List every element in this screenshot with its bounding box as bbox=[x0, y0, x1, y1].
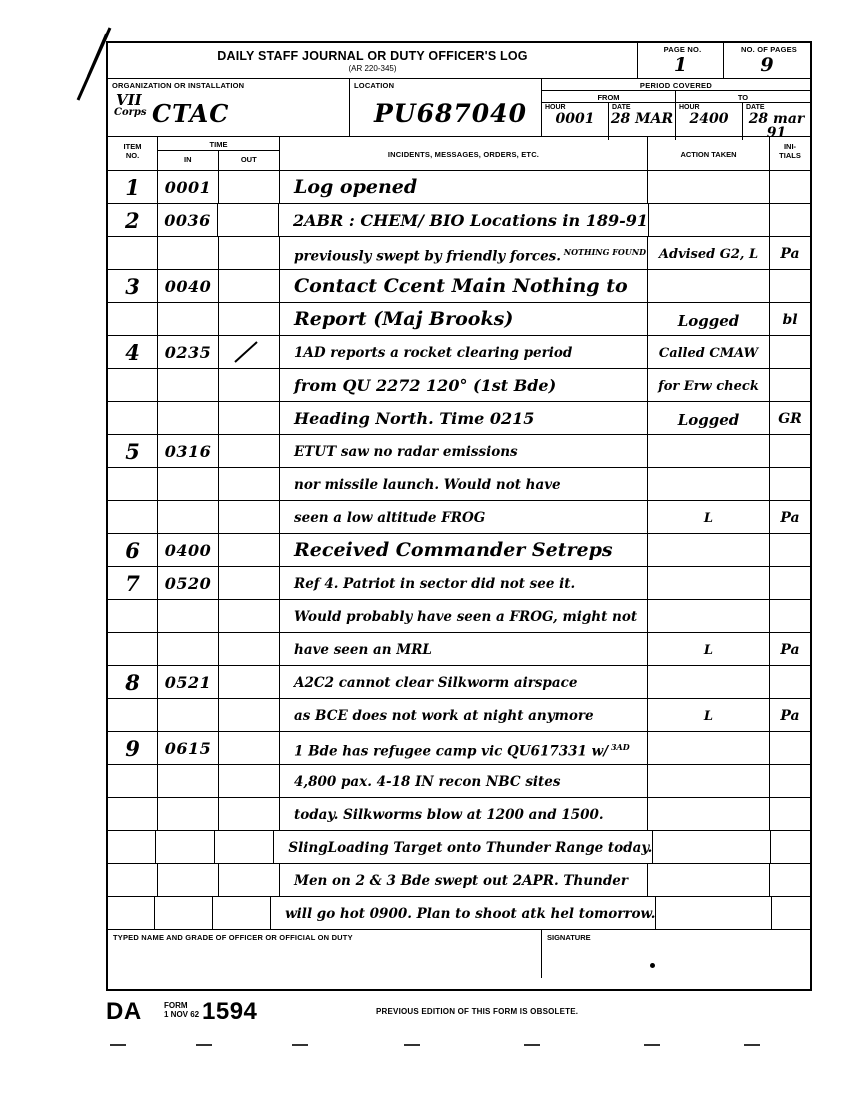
incident-line: Heading North. Time 0215 bbox=[294, 409, 535, 428]
signature-cell[interactable] bbox=[542, 930, 810, 978]
cell-action-taken bbox=[648, 171, 770, 203]
cell-time-in bbox=[158, 666, 219, 698]
action-taken-value: Called CMAW bbox=[658, 346, 759, 361]
column-initials-line1: INI- bbox=[783, 142, 797, 151]
form-title-row bbox=[108, 43, 810, 79]
cell-initials bbox=[770, 204, 810, 236]
cell-time-in bbox=[156, 831, 215, 863]
cell-action-taken bbox=[648, 468, 770, 500]
cell-time-in bbox=[158, 402, 219, 434]
cell-time-out bbox=[219, 303, 280, 335]
action-taken-value: for Erw check bbox=[658, 379, 759, 394]
from-date-cell bbox=[609, 103, 676, 140]
to-date-label: DATE bbox=[746, 104, 765, 111]
item-no-value: 3 bbox=[125, 274, 140, 299]
cell-item-no bbox=[108, 600, 158, 632]
item-no-value: 4 bbox=[125, 340, 140, 365]
cell-action-taken bbox=[648, 270, 770, 302]
cell-time-in bbox=[158, 600, 219, 632]
table-row bbox=[108, 303, 810, 336]
location-cell bbox=[350, 79, 542, 136]
header-info-row bbox=[108, 79, 810, 141]
incident-line: will go hot 0900. Plan to shoot atk hel tomorrow. bbox=[285, 906, 656, 922]
cell-time-in bbox=[158, 567, 219, 599]
cell-time-out bbox=[219, 699, 280, 731]
cell-time-in bbox=[158, 270, 219, 302]
cell-time-out bbox=[213, 897, 271, 929]
cell-incident-text bbox=[280, 369, 648, 401]
incident-line: A2C2 cannot clear Silkworm airspace bbox=[294, 675, 578, 691]
page-no-label: PAGE NO. bbox=[663, 45, 702, 54]
incident-line: 1 Bde has refugee camp vic QU617331 w/ $^{3AD}$ bbox=[294, 742, 630, 760]
form-identification-line bbox=[106, 998, 812, 1028]
incident-line: seen a low altitude FROG bbox=[294, 510, 486, 526]
incident-line: Ref 4. Patriot in sector did not see it. bbox=[294, 576, 576, 592]
column-time bbox=[158, 137, 280, 170]
incident-line: Men on 2 & 3 Bde swept out 2APR. Thunder bbox=[294, 873, 628, 889]
table-row bbox=[108, 501, 810, 534]
cell-item-no bbox=[108, 567, 158, 599]
cell-item-no bbox=[108, 369, 158, 401]
cell-action-taken bbox=[648, 666, 770, 698]
cell-initials bbox=[770, 303, 810, 335]
incident-line: SlingLoading Target onto Thunder Range today. bbox=[288, 840, 653, 856]
from-date-label: DATE bbox=[612, 104, 631, 111]
slash-mark-icon bbox=[233, 340, 259, 364]
organization-value-line3: CTAC bbox=[152, 99, 230, 128]
item-no-value: 9 bbox=[125, 736, 140, 761]
incident-annotation: NOTHING FOUND bbox=[560, 247, 647, 257]
cell-initials bbox=[770, 402, 810, 434]
cell-item-no bbox=[108, 897, 155, 929]
cell-time-out bbox=[219, 336, 280, 368]
form-footer-row bbox=[108, 930, 810, 978]
cell-time-out bbox=[219, 666, 280, 698]
cell-time-in bbox=[158, 864, 219, 896]
organization-value-line2: Corps bbox=[114, 107, 147, 118]
table-row bbox=[108, 435, 810, 468]
incident-line: Log opened bbox=[294, 176, 418, 198]
cell-time-out bbox=[219, 864, 280, 896]
table-row bbox=[108, 765, 810, 798]
table-row bbox=[108, 831, 810, 864]
typed-name-cell[interactable] bbox=[108, 930, 542, 978]
action-taken-value: L bbox=[703, 511, 714, 526]
cell-item-no bbox=[108, 798, 158, 830]
cell-item-no bbox=[108, 171, 158, 203]
incident-line: Would probably have seen a FROG, might not bbox=[294, 609, 638, 625]
cell-item-no bbox=[108, 204, 158, 236]
cell-action-taken bbox=[648, 633, 770, 665]
action-taken-value: Logged bbox=[677, 411, 740, 429]
incident-line: 2ABR : CHEM/ BIO Locations in 189-91 bbox=[292, 211, 649, 230]
cell-initials bbox=[770, 171, 810, 203]
cell-action-taken bbox=[648, 369, 770, 401]
cell-time-in bbox=[158, 501, 219, 533]
initials-value: Pa bbox=[780, 642, 800, 658]
column-header-row bbox=[108, 137, 810, 171]
item-no-value: 1 bbox=[125, 175, 140, 200]
cell-incident-text bbox=[280, 171, 648, 203]
incident-line: Received Commander Setreps bbox=[294, 539, 613, 561]
cell-incident-text bbox=[280, 501, 648, 533]
item-no-value: 2 bbox=[125, 208, 140, 233]
cell-action-taken bbox=[648, 765, 770, 797]
cell-incident-text bbox=[271, 897, 656, 929]
cell-time-in bbox=[158, 633, 219, 665]
cell-item-no bbox=[108, 468, 158, 500]
form-title: DAILY STAFF JOURNAL OR DUTY OFFICER'S LOG bbox=[217, 48, 528, 63]
cell-incident-text bbox=[280, 765, 648, 797]
cell-time-out bbox=[219, 270, 280, 302]
incident-line: as BCE does not work at night anymore bbox=[294, 708, 594, 724]
cell-item-no bbox=[108, 831, 156, 863]
scan-edge-marks bbox=[104, 1044, 804, 1054]
cell-initials bbox=[770, 369, 810, 401]
cell-time-out bbox=[219, 567, 280, 599]
cell-time-out bbox=[219, 732, 280, 764]
incident-annotation: 3AD bbox=[608, 742, 630, 752]
action-taken-value: Logged bbox=[677, 312, 740, 330]
cell-time-in bbox=[158, 765, 219, 797]
da-form-1594 bbox=[106, 41, 812, 991]
initials-value: bl bbox=[782, 312, 798, 328]
cell-initials bbox=[770, 435, 810, 467]
cell-initials bbox=[770, 765, 810, 797]
cell-item-no bbox=[108, 336, 158, 368]
action-taken-value: L bbox=[703, 643, 714, 658]
no-of-pages-value: 9 bbox=[760, 54, 774, 76]
to-hour-value: 2400 bbox=[689, 111, 729, 127]
cell-incident-text bbox=[280, 567, 648, 599]
cell-action-taken bbox=[648, 336, 770, 368]
location-value: PU687040 bbox=[374, 99, 527, 128]
item-no-value: 6 bbox=[125, 538, 140, 563]
cell-initials bbox=[770, 732, 810, 764]
cell-item-no bbox=[108, 501, 158, 533]
action-taken-value: Advised G2, L bbox=[658, 247, 759, 262]
cell-time-out bbox=[219, 402, 280, 434]
cell-time-out bbox=[219, 765, 280, 797]
form-number: 1594 bbox=[202, 998, 258, 1025]
table-row bbox=[108, 171, 810, 204]
cell-action-taken bbox=[648, 237, 770, 269]
cell-time-in bbox=[158, 534, 219, 566]
cell-incident-text bbox=[280, 336, 648, 368]
time-in-value: 0316 bbox=[164, 442, 212, 461]
incident-line: Report (Maj Brooks) bbox=[294, 308, 514, 330]
table-row bbox=[108, 666, 810, 699]
cell-initials bbox=[772, 897, 810, 929]
organization-label: ORGANIZATION OR INSTALLATION bbox=[112, 81, 245, 90]
cell-time-out bbox=[219, 237, 280, 269]
table-row bbox=[108, 567, 810, 600]
column-incidents: INCIDENTS, MESSAGES, ORDERS, ETC. bbox=[280, 137, 648, 170]
cell-action-taken bbox=[648, 534, 770, 566]
cell-time-out bbox=[219, 600, 280, 632]
cell-action-taken bbox=[656, 897, 772, 929]
time-in-value: 0520 bbox=[164, 574, 212, 593]
from-label: FROM bbox=[542, 91, 676, 102]
cell-time-in bbox=[158, 699, 219, 731]
cell-initials bbox=[770, 468, 810, 500]
cell-action-taken bbox=[648, 798, 770, 830]
table-row bbox=[108, 633, 810, 666]
cell-action-taken bbox=[648, 402, 770, 434]
typed-name-label: TYPED NAME AND GRADE OF OFFICER OR OFFICIAL ON DUTY bbox=[113, 933, 353, 942]
cell-item-no bbox=[108, 435, 158, 467]
cell-time-in bbox=[158, 336, 219, 368]
to-hour-label: HOUR bbox=[679, 104, 700, 111]
incident-line: have seen an MRL bbox=[294, 642, 432, 658]
period-covered-label: PERIOD COVERED bbox=[542, 79, 810, 91]
cell-initials bbox=[770, 270, 810, 302]
cell-item-no bbox=[108, 666, 158, 698]
item-no-value: 7 bbox=[125, 571, 140, 596]
cell-time-in bbox=[158, 237, 219, 269]
initials-value: Pa bbox=[780, 246, 800, 262]
cell-time-in bbox=[158, 798, 219, 830]
cell-time-in bbox=[158, 171, 219, 203]
cell-incident-text bbox=[280, 270, 648, 302]
table-row bbox=[108, 369, 810, 402]
cell-time-out bbox=[219, 369, 280, 401]
cell-incident-text bbox=[274, 831, 653, 863]
cell-action-taken bbox=[648, 435, 770, 467]
cell-incident-text bbox=[280, 798, 648, 830]
time-in-value: 0040 bbox=[164, 277, 212, 296]
da-label: DA bbox=[106, 998, 142, 1025]
initials-value: Pa bbox=[780, 708, 800, 724]
cell-incident-text bbox=[280, 534, 648, 566]
from-hour-value: 0001 bbox=[555, 111, 595, 127]
initials-value: GR bbox=[778, 411, 802, 427]
cell-time-out bbox=[219, 798, 280, 830]
cell-incident-text bbox=[280, 237, 648, 269]
cell-item-no bbox=[108, 765, 158, 797]
cell-time-in bbox=[158, 732, 219, 764]
cell-action-taken bbox=[648, 699, 770, 731]
period-covered-cell bbox=[542, 79, 810, 141]
cell-time-in bbox=[158, 303, 219, 335]
cell-action-taken bbox=[648, 501, 770, 533]
table-row bbox=[108, 204, 810, 237]
cell-initials bbox=[770, 600, 810, 632]
to-hour-cell bbox=[676, 103, 743, 140]
cell-initials bbox=[770, 336, 810, 368]
cell-incident-text bbox=[280, 468, 648, 500]
cell-initials bbox=[770, 864, 810, 896]
table-row bbox=[108, 402, 810, 435]
cell-time-out bbox=[219, 534, 280, 566]
location-label: LOCATION bbox=[354, 81, 395, 90]
cell-time-out bbox=[219, 468, 280, 500]
column-item-no-line1: ITEM bbox=[123, 142, 142, 151]
cell-action-taken bbox=[648, 864, 770, 896]
cell-action-taken bbox=[648, 567, 770, 599]
cell-incident-text bbox=[280, 303, 648, 335]
cell-time-out bbox=[218, 204, 279, 236]
to-label: TO bbox=[737, 93, 749, 102]
item-no-value: 5 bbox=[125, 439, 140, 464]
table-row bbox=[108, 468, 810, 501]
cell-incident-text bbox=[280, 732, 648, 764]
column-time-in: IN bbox=[158, 151, 219, 170]
cell-time-in bbox=[158, 369, 219, 401]
cell-action-taken bbox=[648, 600, 770, 632]
incident-line: nor missile launch. Would not have bbox=[294, 477, 561, 493]
time-in-value: 0001 bbox=[164, 178, 212, 197]
cell-item-no bbox=[108, 534, 158, 566]
cell-initials bbox=[770, 534, 810, 566]
cell-item-no bbox=[108, 402, 158, 434]
column-time-label: TIME bbox=[158, 137, 279, 151]
cell-incident-text bbox=[280, 699, 648, 731]
cell-time-in bbox=[158, 468, 219, 500]
table-row bbox=[108, 699, 810, 732]
obsolete-note: PREVIOUS EDITION OF THIS FORM IS OBSOLETE. bbox=[376, 1007, 579, 1016]
cell-action-taken bbox=[649, 204, 770, 236]
table-row bbox=[108, 336, 810, 369]
table-row bbox=[108, 600, 810, 633]
form-word-stack bbox=[164, 1001, 199, 1019]
table-row bbox=[108, 270, 810, 303]
column-action-taken: ACTION TAKEN bbox=[648, 137, 770, 170]
to-date-cell bbox=[743, 103, 810, 140]
cell-initials bbox=[770, 666, 810, 698]
column-item-no-line2: NO. bbox=[125, 151, 140, 161]
form-title-cell bbox=[108, 43, 638, 78]
to-date-value: 28 mar 91 bbox=[748, 111, 805, 141]
cell-action-taken bbox=[648, 303, 770, 335]
incident-line: 1AD reports a rocket clearing period bbox=[294, 345, 573, 361]
cell-item-no bbox=[108, 732, 158, 764]
organization-cell bbox=[108, 79, 350, 136]
cell-initials bbox=[770, 567, 810, 599]
column-time-out: OUT bbox=[240, 155, 257, 164]
cell-time-out bbox=[219, 501, 280, 533]
cell-item-no bbox=[108, 237, 158, 269]
column-item-no bbox=[108, 137, 158, 170]
incident-line: Contact Ccent Main Nothing to bbox=[294, 275, 628, 297]
cell-incident-text bbox=[280, 435, 648, 467]
no-of-pages-label: NO. OF PAGES bbox=[740, 45, 798, 54]
cell-initials bbox=[770, 699, 810, 731]
form-word: FORM bbox=[164, 1001, 188, 1010]
cell-time-in bbox=[158, 204, 219, 236]
cell-time-out bbox=[219, 171, 280, 203]
cell-time-out bbox=[215, 831, 274, 863]
organization-value-line1: VII bbox=[116, 91, 142, 109]
initials-value: Pa bbox=[780, 510, 800, 526]
page-no-value: 1 bbox=[673, 54, 688, 76]
log-entries-body bbox=[108, 171, 810, 930]
cell-action-taken bbox=[648, 732, 770, 764]
cell-time-out bbox=[219, 435, 280, 467]
incident-line: 4,800 pax. 4-18 IN recon NBC sites bbox=[294, 774, 561, 790]
incident-line: from QU 2272 120° (1st Bde) bbox=[294, 376, 557, 395]
cell-time-out bbox=[219, 633, 280, 665]
signature-ink-dot bbox=[650, 963, 655, 968]
time-in-value: 0521 bbox=[164, 673, 212, 692]
cell-incident-text bbox=[279, 204, 649, 236]
cell-incident-text bbox=[280, 864, 648, 896]
cell-time-in bbox=[158, 435, 219, 467]
table-row bbox=[108, 237, 810, 270]
cell-initials bbox=[770, 633, 810, 665]
page-no-cell bbox=[638, 43, 724, 78]
form-regulation: (AR 220-345) bbox=[348, 63, 397, 73]
cell-incident-text bbox=[280, 666, 648, 698]
from-hour-cell bbox=[542, 103, 609, 140]
cell-time-in bbox=[155, 897, 213, 929]
cell-item-no bbox=[108, 864, 158, 896]
cell-action-taken bbox=[653, 831, 771, 863]
cell-incident-text bbox=[280, 633, 648, 665]
action-taken-value: L bbox=[703, 709, 714, 724]
signature-label: SIGNATURE bbox=[547, 933, 591, 942]
table-row bbox=[108, 897, 810, 930]
table-row bbox=[108, 534, 810, 567]
cell-item-no bbox=[108, 633, 158, 665]
from-hour-label: HOUR bbox=[545, 104, 566, 111]
item-no-value: 8 bbox=[125, 670, 140, 695]
column-initials-line2: TIALS bbox=[779, 151, 801, 161]
incident-line: today. Silkworms blow at 1200 and 1500. bbox=[294, 807, 604, 823]
cell-item-no bbox=[108, 270, 158, 302]
time-in-value: 0036 bbox=[164, 211, 211, 230]
incident-line: ETUT saw no radar emissions bbox=[294, 444, 518, 460]
cell-item-no bbox=[108, 303, 158, 335]
from-date-value: 28 MAR bbox=[610, 111, 674, 127]
cell-initials bbox=[771, 831, 810, 863]
cell-incident-text bbox=[280, 600, 648, 632]
table-row bbox=[108, 732, 810, 765]
cell-item-no bbox=[108, 699, 158, 731]
incident-line: previously swept by friendly forces. $^{NOTHING FOUND}$ bbox=[294, 247, 647, 265]
table-row bbox=[108, 798, 810, 831]
column-initials bbox=[770, 137, 810, 170]
cell-initials bbox=[770, 798, 810, 830]
time-in-value: 0400 bbox=[164, 541, 212, 560]
form-date: 1 NOV 62 bbox=[164, 1010, 200, 1020]
cell-incident-text bbox=[280, 402, 648, 434]
cell-initials bbox=[770, 501, 810, 533]
no-of-pages-cell bbox=[724, 43, 810, 78]
time-in-value: 0235 bbox=[164, 343, 212, 362]
cell-initials bbox=[770, 237, 810, 269]
table-row bbox=[108, 864, 810, 897]
time-in-value: 0615 bbox=[164, 739, 212, 758]
